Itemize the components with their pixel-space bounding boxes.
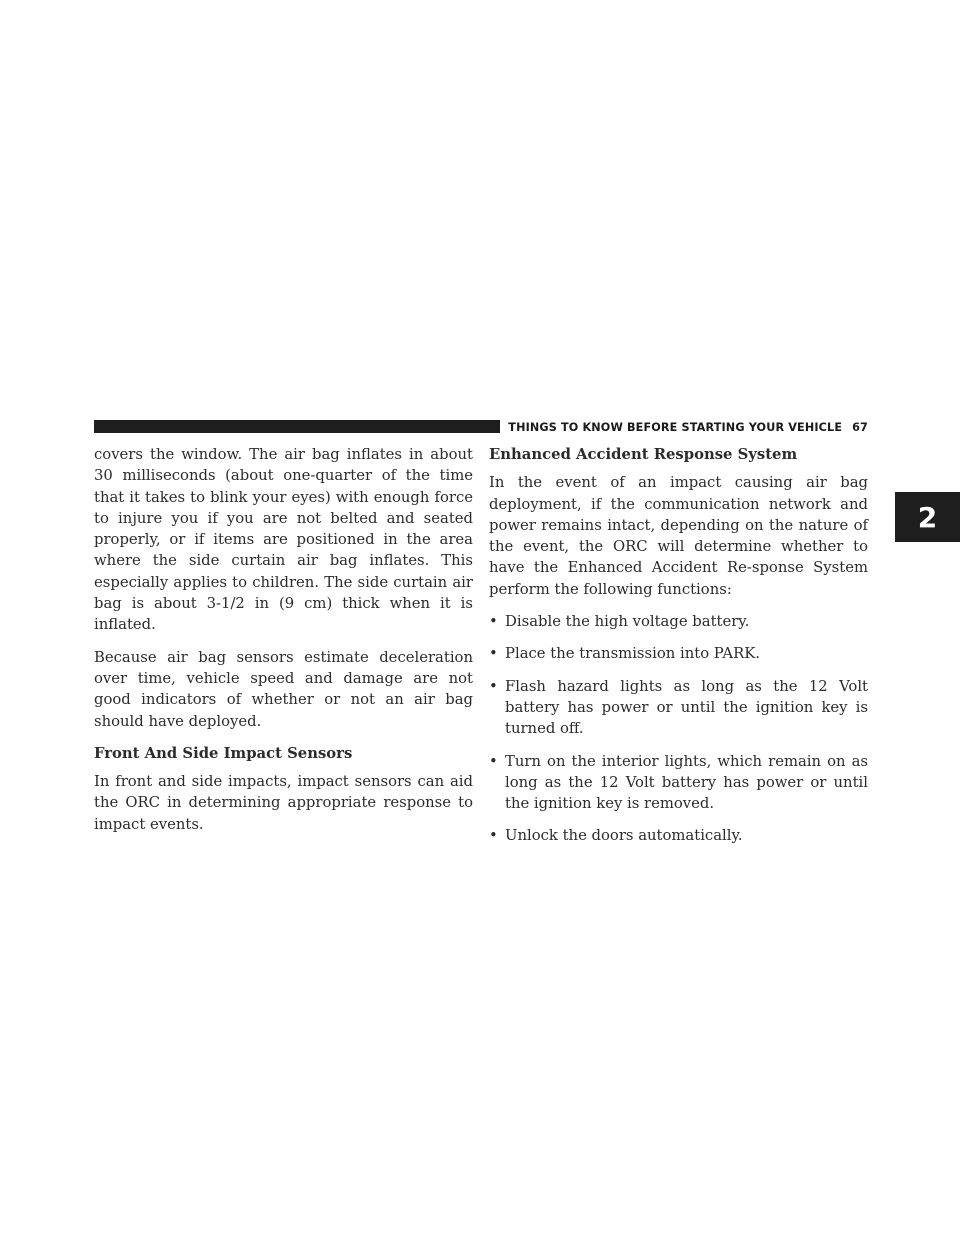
paragraph: Because air bag sensors estimate deceleration over time, vehicle speed and damage are not good indicators of whether or not an air bag should have deployed. bbox=[94, 648, 473, 730]
list-item: • Place the transmission into PARK. bbox=[489, 643, 868, 664]
chapter-tab bbox=[895, 492, 960, 542]
section-title: THINGS TO KNOW BEFORE STARTING YOUR VEHICLE bbox=[508, 420, 843, 434]
page-number: 67 bbox=[852, 420, 868, 434]
header-rule bbox=[94, 420, 518, 433]
list-item: • Unlock the doors automatically. bbox=[489, 825, 868, 846]
paragraph: covers the window. The air bag inflates in about 30 milliseconds (about one-quarter of the time that it takes to blink your eyes) with enough force to injure you if you are not belted and seated properly, or if items are positioned in the area where the side curtain air bag inflates. This especially applies to children. The side curtain air bag is about 3-1/2 in (9 cm) thick when it is inflated. bbox=[94, 446, 473, 634]
right-column bbox=[489, 444, 868, 858]
list-item: • Turn on the interior lights, which remain on as long as the 12 Volt battery has power or until the ignition key is removed. bbox=[489, 751, 868, 815]
left-column bbox=[94, 444, 473, 846]
section-heading: Front And Side Impact Sensors bbox=[94, 744, 353, 762]
paragraph: In front and side impacts, impact sensors can aid the ORC in determining appropriate response to impact events. bbox=[94, 773, 473, 833]
list-item: • Flash hazard lights as long as the 12 Volt battery has power or until the ignition key is turned off. bbox=[489, 676, 868, 740]
section-heading: Enhanced Accident Response System bbox=[489, 446, 798, 463]
list-item: • Disable the high voltage battery. bbox=[489, 611, 868, 632]
function-list bbox=[489, 611, 868, 847]
chapter-number: 2 bbox=[917, 500, 938, 534]
paragraph: In the event of an impact causing air bag deployment, if the communication network and power remains intact, depending on the nature of the event, the ORC will determine whether to have the Enhanced Accident Re-sponse System perform the following functions: bbox=[489, 474, 868, 598]
running-header bbox=[500, 419, 868, 435]
